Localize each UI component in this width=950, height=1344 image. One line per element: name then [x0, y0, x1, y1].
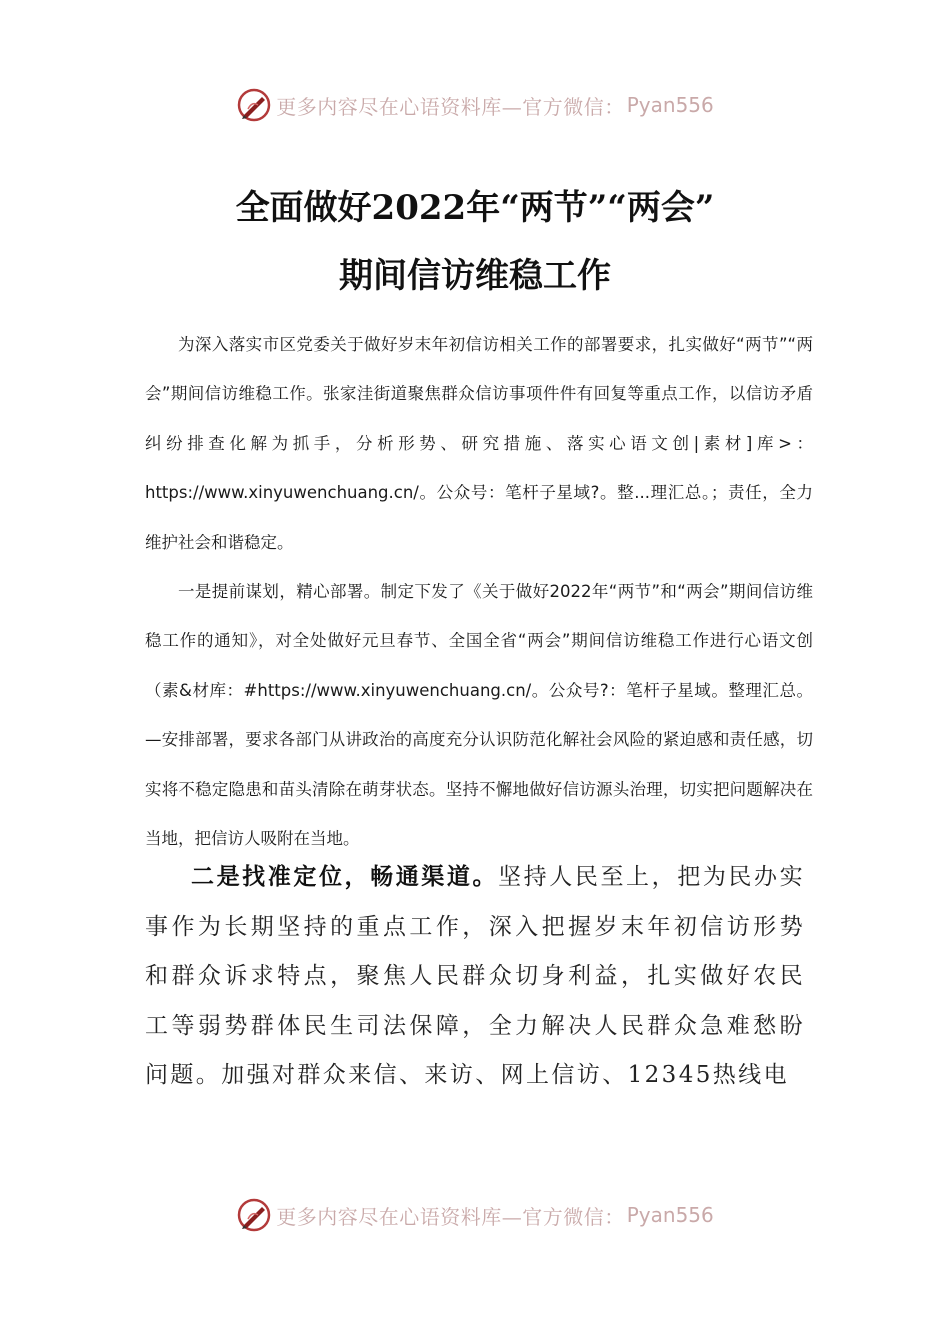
- pen-logo-icon: [236, 87, 272, 123]
- body-section-small: [145, 320, 813, 863]
- header-watermark: [0, 80, 950, 130]
- document-title-line-2: 期间信访维稳工作: [339, 256, 611, 296]
- watermark-id: Pyan556: [626, 1203, 714, 1227]
- body-section-large: [145, 852, 805, 1101]
- footer-watermark: [0, 1190, 950, 1240]
- pen-logo-icon: [236, 1197, 272, 1233]
- paragraph-lead: 二是找准定位，畅通渠道。: [191, 863, 499, 890]
- watermark-id: Pyan556: [626, 93, 714, 117]
- document-title-line-1: 全面做好2022年“两节”“两会”: [235, 188, 715, 228]
- paragraph-intro: 为深入落实市区党委关于做好岁末年初信访相关工作的部署要求，扎实做好“两节”“两会”期间信访维稳工作。张家洼街道聚焦群众信访事项件件有回复等重点工作，以信访矛盾纠纷排查化解为抓手，分析形势、研究措施、落实心语文创|素材]库>：https://www.xinyuwenchuang.cn/。公众号：笔杆子星域?。整...理汇总。；责任，全力维护社会和谐稳定。: [145, 335, 813, 552]
- watermark-text: 更多内容尽在心语资料库—官方微信：: [276, 1204, 625, 1229]
- paragraph-positioning: [145, 852, 805, 1101]
- watermark-text: 更多内容尽在心语资料库—官方微信：: [276, 94, 625, 119]
- paragraph-planning: 一是提前谋划，精心部署。制定下发了《关于做好2022年“两节”和“两会”期间信访维稳工作的通知》，对全处做好元旦春节、全国全省“两会”期间信访维稳工作进行心语文创（素&材库：#https://www.xinyuwenchuang.cn/。公众号?：笔杆子星域。整理汇总。—安排部署，要求各部门从讲政治的高度充分认识防范化解社会风险的紧迫感和责任感，切实将不稳定隐患和苗头清除在萌芽状态。坚持不懈地做好信访源头治理，切实把问题解决在当地，把信访人吸附在当地。: [145, 582, 813, 849]
- paragraph-positioning-text: 坚持人民至上，把为民办实事作为长期坚持的重点工作，深入把握岁末年初信访形势和群众诉求特点，聚焦人民群众切身利益，扎实做好农民工等弱势群体民生司法保障，全力解决人民群众急难愁盼问题。加强对群众来信、来访、网上信访、12345热线电: [145, 864, 805, 1088]
